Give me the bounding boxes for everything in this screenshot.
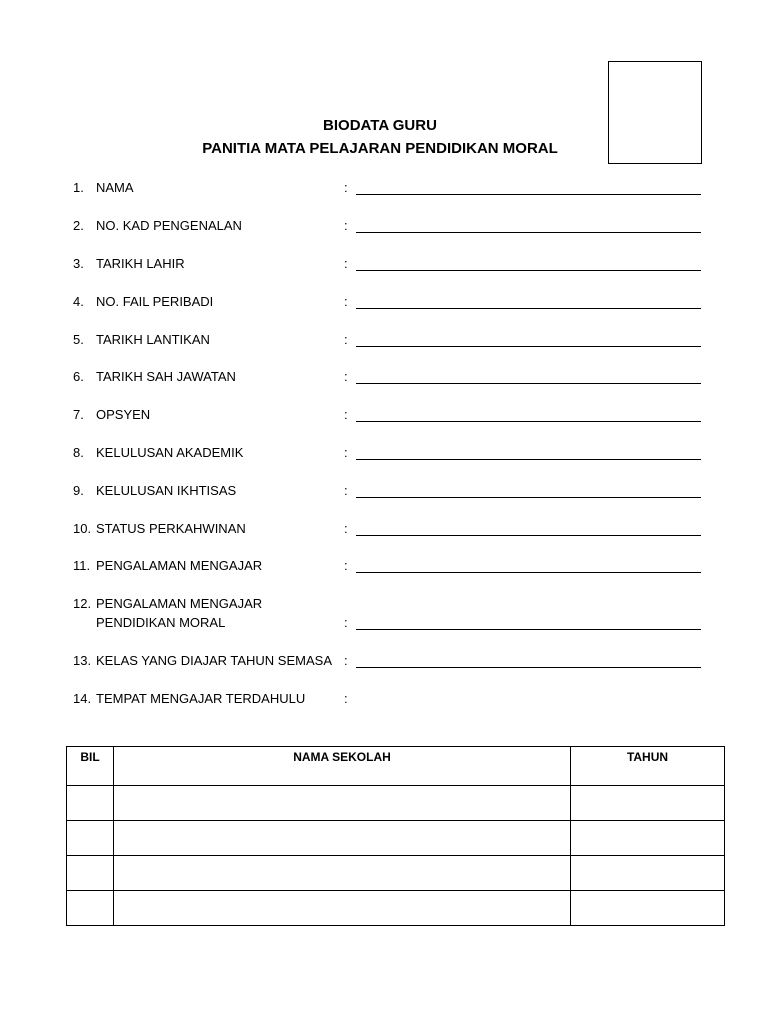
field-label: PENGALAMAN MENGAJAR	[96, 558, 263, 573]
bil-cell[interactable]	[67, 786, 114, 821]
field-colon: :	[344, 180, 348, 195]
field-colon: :	[344, 332, 348, 347]
field-number: 5.	[73, 332, 84, 347]
field-label: TARIKH LAHIR	[96, 256, 185, 271]
kelulusan-ikhtisas-input-line[interactable]	[356, 497, 701, 498]
field-label: KELULUSAN IKHTISAS	[96, 483, 237, 498]
field-number: 4.	[73, 294, 84, 309]
bil-cell[interactable]	[67, 856, 114, 891]
nama-sekolah-cell[interactable]	[114, 856, 571, 891]
field-label: TEMPAT MENGAJAR TERDAHULU	[96, 691, 306, 706]
field-number: 11.	[73, 558, 91, 573]
field-number: 14.	[73, 691, 92, 706]
tahun-cell[interactable]	[571, 821, 725, 856]
field-colon: :	[344, 256, 348, 271]
column-header-bil: BIL	[67, 747, 114, 786]
table-header-row	[67, 747, 725, 786]
tahun-cell[interactable]	[571, 891, 725, 926]
form-title: BIODATA GURU	[323, 117, 437, 134]
field-colon: :	[344, 407, 348, 422]
field-colon: :	[344, 294, 348, 309]
field-number: 2.	[73, 218, 84, 233]
field-label: OPSYEN	[96, 407, 151, 422]
field-label: NO. KAD PENGENALAN	[96, 218, 242, 233]
table-row	[67, 891, 725, 926]
table-row	[67, 786, 725, 821]
field-number: 13.	[73, 653, 92, 668]
field-label: STATUS PERKAHWINAN	[96, 521, 246, 536]
field-label: NO. FAIL PERIBADI	[96, 294, 214, 309]
field-label: KELAS YANG DIAJAR TAHUN SEMASA	[96, 653, 332, 668]
column-header-nama-sekolah: NAMA SEKOLAH	[114, 747, 571, 786]
field-colon: :	[344, 483, 348, 498]
field-label: TARIKH LANTIKAN	[96, 332, 210, 347]
opsyen-input-line[interactable]	[356, 421, 701, 422]
pengalaman-mengajar-input-line[interactable]	[356, 572, 701, 573]
kelas-diajar-input-line[interactable]	[356, 667, 701, 668]
field-label: NAMA	[96, 180, 134, 195]
field-colon: :	[344, 521, 348, 536]
photo-box	[608, 61, 702, 164]
field-colon: :	[344, 218, 348, 233]
field-number: 1.	[73, 180, 84, 195]
field-label: TARIKH SAH JAWATAN	[96, 369, 236, 384]
field-number: 12.	[73, 596, 92, 611]
field-label: PENGALAMAN MENGAJAR	[96, 596, 263, 611]
tahun-cell[interactable]	[571, 786, 725, 821]
tarikh-sah-jawatan-input-line[interactable]	[356, 383, 701, 384]
nama-sekolah-cell[interactable]	[114, 821, 571, 856]
status-perkahwinan-input-line[interactable]	[356, 535, 701, 536]
field-number: 7.	[73, 407, 84, 422]
tarikh-lantikan-input-line[interactable]	[356, 346, 701, 347]
kelulusan-akademik-input-line[interactable]	[356, 459, 701, 460]
field-label: KELULUSAN AKADEMIK	[96, 445, 244, 460]
table-row	[67, 821, 725, 856]
field-colon: :	[344, 615, 348, 630]
nama-sekolah-cell[interactable]	[114, 786, 571, 821]
tahun-cell[interactable]	[571, 856, 725, 891]
previous-schools-table	[66, 746, 725, 926]
kad-pengenalan-input-line[interactable]	[356, 232, 701, 233]
field-colon: :	[344, 369, 348, 384]
field-number: 3.	[73, 256, 84, 271]
table-row	[67, 856, 725, 891]
column-header-tahun: TAHUN	[571, 747, 725, 786]
field-number: 6.	[73, 369, 84, 384]
field-number: 9.	[73, 483, 84, 498]
form-subtitle: PANITIA MATA PELAJARAN PENDIDIKAN MORAL	[202, 140, 558, 157]
nama-sekolah-cell[interactable]	[114, 891, 571, 926]
field-colon: :	[344, 653, 348, 668]
fail-peribadi-input-line[interactable]	[356, 308, 701, 309]
field-colon: :	[344, 445, 348, 460]
bil-cell[interactable]	[67, 821, 114, 856]
tarikh-lahir-input-line[interactable]	[356, 270, 701, 271]
field-label-continued: PENDIDIKAN MORAL	[96, 615, 226, 630]
nama-input-line[interactable]	[356, 194, 701, 195]
pengalaman-mengajar-pm-input-line[interactable]	[356, 629, 701, 630]
field-number: 8.	[73, 445, 84, 460]
field-number: 10.	[73, 521, 92, 536]
field-colon: :	[344, 558, 348, 573]
bil-cell[interactable]	[67, 891, 114, 926]
field-colon: :	[344, 691, 348, 706]
